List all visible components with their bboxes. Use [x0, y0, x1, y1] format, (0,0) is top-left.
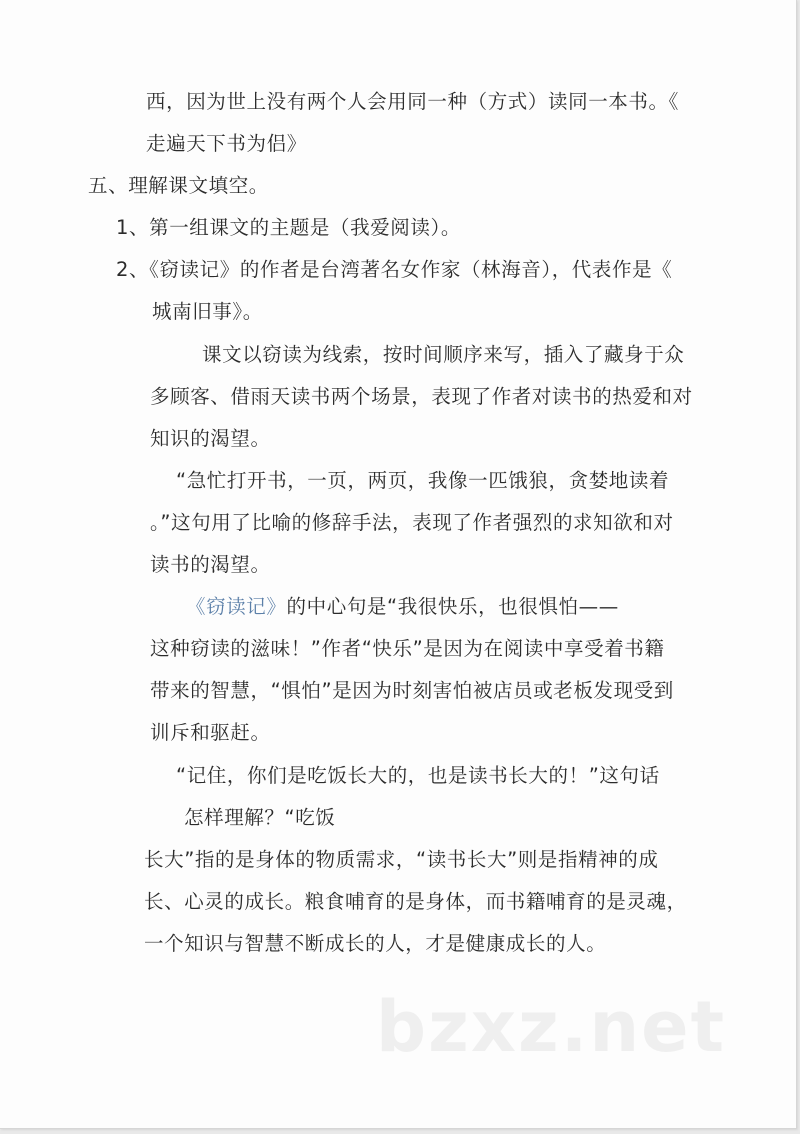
paragraph-line: “急忙打开书，一页，两页，我像一匹饿狼，贪婪地读着 [176, 469, 670, 492]
paragraph-line: 多顾客、借雨天读书两个场景，表现了作者对读书的热爱和对 [150, 385, 693, 408]
text-line: 城南旧事》。 [152, 300, 263, 323]
text-line: 走遍天下书为侣》 [146, 132, 307, 155]
paragraph-line: 长、心灵的成长。粮食哺育的是身体，而书籍哺育的是灵魂， [144, 890, 687, 913]
question-2: 2、《窃读记》的作者是台湾著名女作家（林海音），代表作是《 [116, 258, 673, 281]
paragraph-line: 怎样理解？“吃饭 [184, 806, 336, 829]
paragraph-line: “记住，你们是吃饭长大的，也是读书长大的！”这句话 [176, 764, 660, 787]
paragraph-line: 。”这句用了比喻的修辞手法，表现了作者强烈的求知欲和对 [150, 511, 674, 534]
book-title: 《窃读记》 [186, 595, 287, 618]
watermark: bzxz.net [376, 986, 727, 1068]
paragraph-line: 带来的智慧，“惧怕”是因为时刻害怕被店员或老板发现受到 [150, 679, 674, 702]
question-1: 1、第一组课文的主题是（我爱阅读）。 [116, 216, 461, 239]
paragraph-line: 这种窃读的滋味！”作者“快乐”是因为在阅读中享受着书籍 [150, 637, 665, 660]
text-span: 的中心句是“我很快乐，也很惧怕—— [286, 595, 619, 618]
paragraph-line: 一个知识与智慧不断成长的人，才是健康成长的人。 [144, 932, 607, 955]
paragraph-line [186, 595, 619, 619]
paragraph-line: 读书的渴望。 [150, 553, 271, 576]
paragraph-line: 长大”指的是身体的物质需求，“读书长大”则是指精神的成 [144, 848, 659, 871]
section-heading: 五、理解课文填空。 [88, 174, 269, 197]
paragraph-line: 知识的渴望。 [150, 427, 271, 450]
paragraph-line: 训斥和驱赶。 [150, 721, 271, 744]
text-line: 西，因为世上没有两个人会用同一种（方式）读同一本书。《 [146, 90, 679, 113]
paragraph-line: 课文以窃读为线索，按时间顺序来写，插入了藏身于众 [202, 343, 685, 366]
